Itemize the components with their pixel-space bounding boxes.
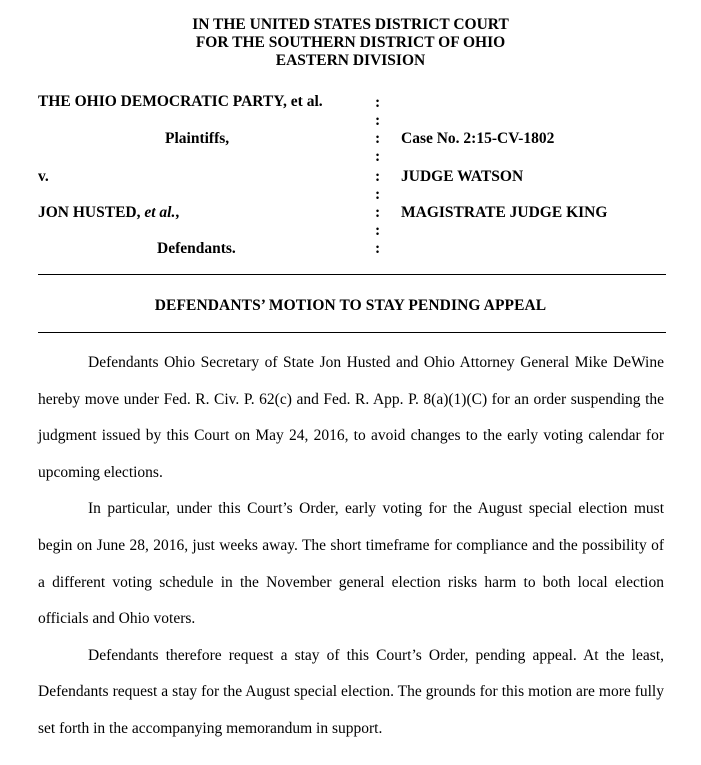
plaintiffs-label: Plaintiffs, (165, 130, 230, 147)
court-header (0, 16, 701, 70)
body-paragraph: In particular, under this Court’s Order, early voting for the August special election must begin on June 28, 2016, just weeks away. The short timeframe for compliance and the possibility of a different voting schedule in the November general election risks harm to both local election officials and Ohio voters. (38, 500, 664, 628)
title-divider (38, 332, 666, 333)
versus-label: v. (38, 168, 49, 185)
district-line: FOR THE SOUTHERN DISTRICT OF OHIO (195, 34, 506, 51)
plaintiff-name (38, 93, 323, 111)
body-paragraph: Defendants therefore request a stay of this Court’s Order, pending appeal. At the least, Defendants request a stay for the August special election. The grounds for this motion are more fully set forth in the accompanying memorandum in support. (38, 646, 664, 737)
defendant-name (38, 204, 179, 222)
caption-colon: : (375, 130, 381, 147)
caption-colon: : (375, 168, 381, 185)
caption-colon: : (375, 94, 381, 111)
judge-name: JUDGE WATSON (401, 168, 524, 185)
plaintiff-name-text: THE OHIO DEMOCRATIC PARTY, (38, 93, 291, 110)
motion-body (38, 345, 664, 748)
defendant-comma: , (175, 204, 180, 221)
motion-title: DEFENDANTS’ MOTION TO STAY PENDING APPEAL (154, 297, 547, 314)
caption-colon: : (375, 148, 381, 165)
caption-colon: : (375, 222, 381, 239)
defendant-name-text: JON HUSTED, (38, 204, 145, 221)
caption-colon: : (375, 186, 381, 203)
magistrate-judge-name: MAGISTRATE JUDGE KING (401, 204, 608, 221)
caption-colon: : (375, 204, 381, 221)
defendant-et-al: et al. (144, 204, 176, 221)
case-number: Case No. 2:15-CV-1802 (401, 130, 555, 147)
case-caption (38, 88, 668, 268)
caption-colon: : (375, 112, 381, 129)
caption-divider (38, 274, 666, 275)
court-name-line: IN THE UNITED STATES DISTRICT COURT (192, 16, 509, 33)
division-line: EASTERN DIVISION (275, 52, 426, 69)
plaintiff-et-al: et al. (290, 93, 323, 110)
body-paragraph: Defendants Ohio Secretary of State Jon Husted and Ohio Attorney General Mike DeWine hereby move under Fed. R. Civ. P. 62(c) and Fed. R. App. P. 8(a)(1)(C) for an order suspending the judgment issued by this Court on May 24, 2016, to avoid changes to the early voting calendar for upcoming elections. (38, 354, 664, 481)
caption-colon: : (375, 240, 381, 257)
defendants-label: Defendants. (157, 240, 236, 257)
